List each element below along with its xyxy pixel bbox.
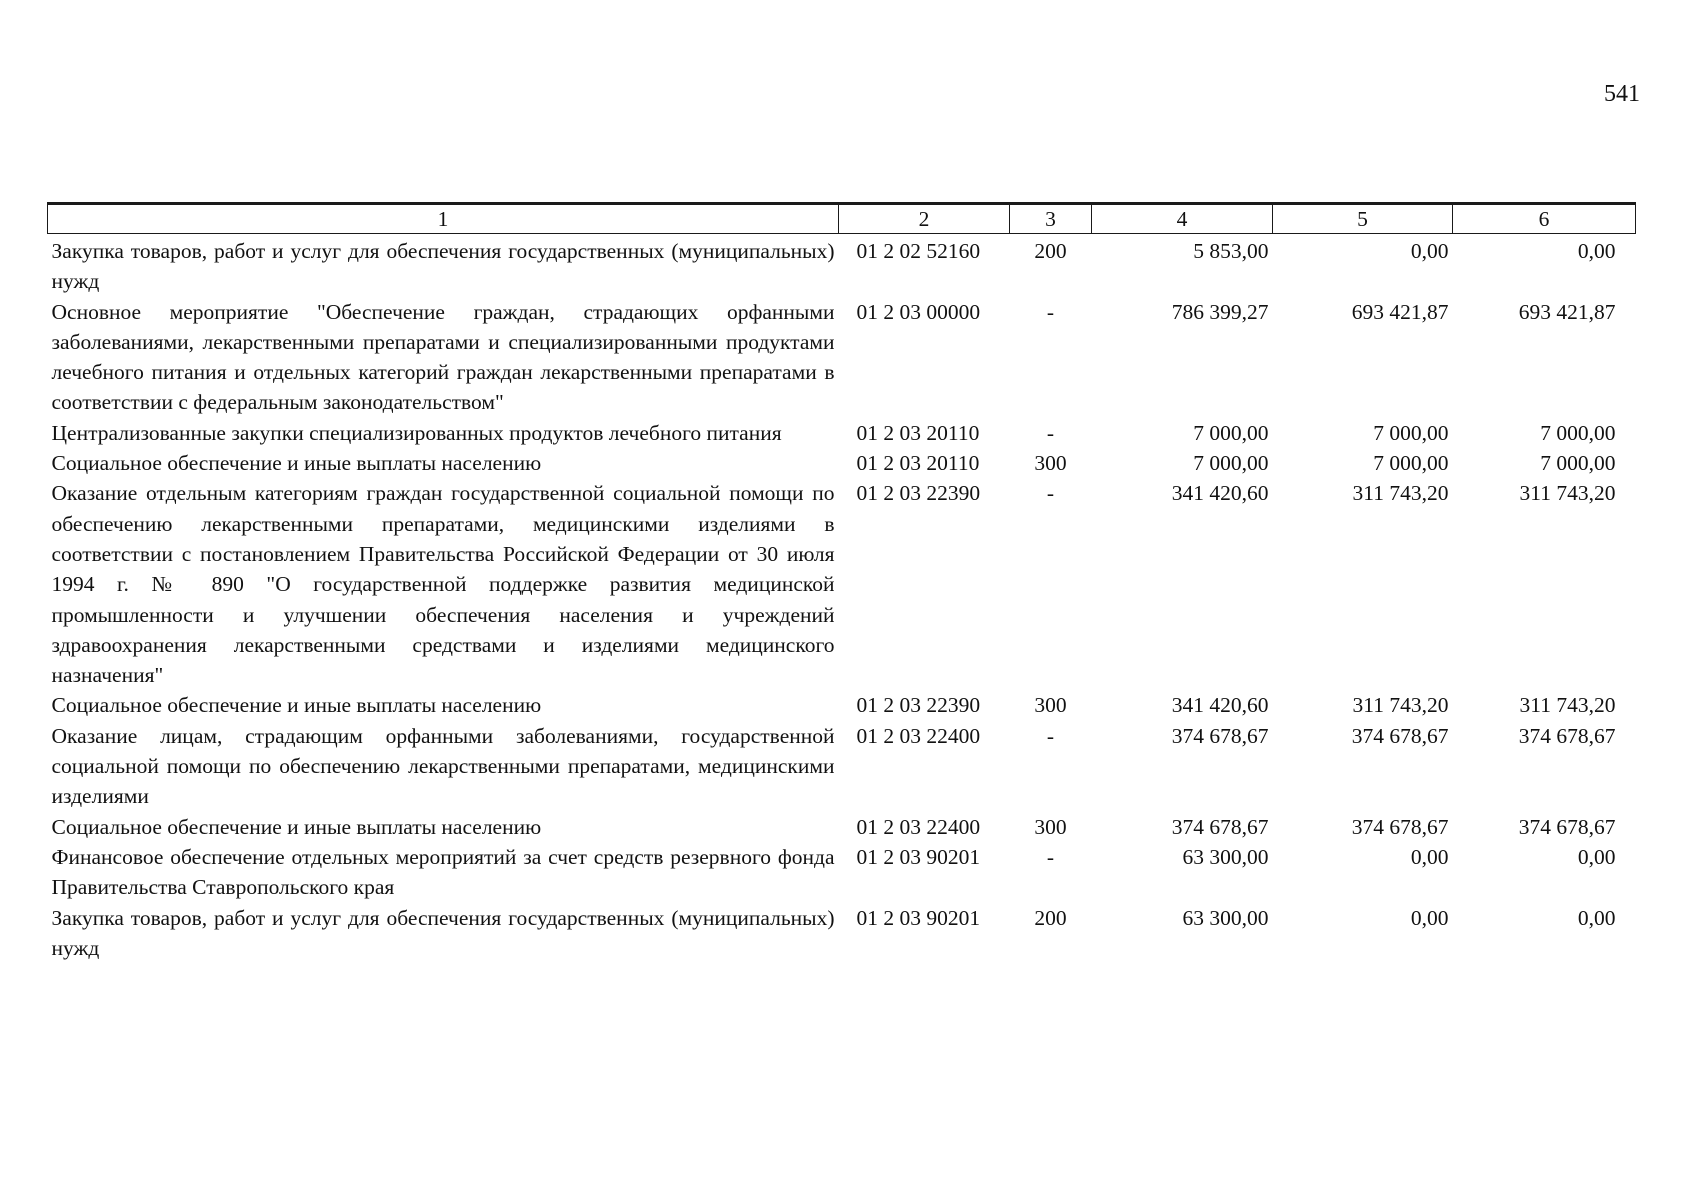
row-name: Закупка товаров, работ и услуг для обеспечения государственных (муниципальных) нужд [51,905,835,960]
row-expense-type: 300 [1034,814,1067,839]
row-name: Основное мероприятие "Обеспечение граждан, страдающих орфанными заболеваниями, лекарственными препаратами и специализированными продуктами лечебного питания и отдельных категорий граждан лекарственными препаратами в соответствии с федеральным законодательством" [51,299,835,415]
table-row [48,690,1636,720]
row-value-col5: 311 743,20 [1352,693,1449,718]
row-name: Социальное обеспечение и иные выплаты населению [51,814,542,839]
table-row [48,448,1636,478]
row-expense-type: 300 [1034,693,1067,718]
row-code: 01 2 03 22390 [856,693,981,718]
row-code: 01 2 03 22400 [856,723,981,748]
column-header-4: 4 [1092,204,1273,234]
row-name: Централизованные закупки специализированных продуктов лечебного питания [51,420,782,445]
row-expense-type: - [1046,481,1055,506]
table-row [48,418,1636,448]
table-row [48,721,1636,812]
row-code: 01 2 03 20110 [856,420,980,445]
row-value-col5: 0,00 [1410,905,1449,930]
row-expense-type: 200 [1034,905,1067,930]
row-value-col4: 63 300,00 [1182,905,1269,930]
row-value-col5: 374 678,67 [1351,814,1449,839]
column-header-3: 3 [1010,204,1092,234]
row-value-col5: 7 000,00 [1373,420,1449,445]
row-expense-type: - [1046,420,1055,445]
table-row [48,903,1636,964]
row-code: 01 2 03 20110 [856,451,980,476]
row-value-col4: 5 853,00 [1193,239,1269,263]
row-value-col5: 7 000,00 [1373,451,1449,476]
table-row [48,236,1636,297]
row-code: 01 2 03 00000 [856,299,981,324]
row-value-col6: 0,00 [1577,905,1616,930]
row-expense-type: - [1046,844,1055,869]
row-value-col6: 374 678,67 [1518,723,1616,748]
row-value-col4: 7 000,00 [1193,420,1269,445]
row-value-col5: 0,00 [1410,844,1449,869]
table-header [48,204,1636,234]
table-row [48,297,1636,418]
row-expense-type: 200 [1034,239,1067,263]
row-name: Оказание отдельным категориям граждан государственной социальной помощи по обеспечению лекарственными препаратами, медицинскими изделиями в соответствии с постановлением Правительства Российской Федерации от 30 июля 1994 г. № 890 "О государственной поддержке развития медицинской промышленности и улучшении обеспечения населения и учреждений здравоохранения лекарственными средствами и изделиями медицинского назначения" [51,481,835,688]
row-name: Финансовое обеспечение отдельных мероприятий за счет средств резервного фонда Правительства Ставропольского края [51,844,835,900]
row-value-col4: 786 399,27 [1171,299,1269,324]
row-expense-type: - [1046,723,1055,748]
page-number: 541 [1604,81,1640,107]
row-code: 01 2 03 22390 [856,481,981,506]
row-name: Оказание лицам, страдающим орфанными заболеваниями, государственной социальной помощи по обеспечению лекарственными препаратами, медицинскими изделиями [51,723,835,809]
row-value-col5: 374 678,67 [1351,723,1449,748]
column-header-2: 2 [839,204,1010,234]
row-value-col4: 341 420,60 [1171,693,1269,718]
row-code: 01 2 03 22400 [856,814,981,839]
row-value-col4: 341 420,60 [1171,481,1269,506]
row-value-col4: 7 000,00 [1193,451,1269,476]
row-expense-type: 300 [1034,451,1067,476]
row-value-col6: 0,00 [1577,844,1616,869]
row-value-col4: 374 678,67 [1171,723,1269,748]
row-value-col6: 311 743,20 [1519,693,1616,718]
row-name: Социальное обеспечение и иные выплаты населению [51,451,542,476]
table-row [48,842,1636,903]
row-value-col6: 374 678,67 [1518,814,1616,839]
column-header-1: 1 [48,204,839,234]
row-value-col5: 693 421,87 [1351,299,1449,324]
row-name: Социальное обеспечение и иные выплаты населению [51,693,542,718]
row-value-col4: 63 300,00 [1182,844,1269,869]
column-header-6: 6 [1453,204,1636,234]
row-value-col6: 693 421,87 [1518,299,1616,324]
table-row [48,812,1636,842]
row-code: 01 2 02 52160 [856,239,981,263]
row-value-col5: 0,00 [1410,239,1449,263]
budget-table [47,202,1636,963]
row-expense-type: - [1046,299,1055,324]
row-value-col6: 7 000,00 [1540,420,1616,445]
table-row [48,478,1636,690]
row-value-col6: 311 743,20 [1519,481,1616,506]
row-value-col6: 7 000,00 [1540,451,1616,476]
column-header-5: 5 [1273,204,1453,234]
row-code: 01 2 03 90201 [856,844,981,869]
row-value-col6: 0,00 [1577,239,1616,263]
table-body [48,234,1636,964]
row-name: Закупка товаров, работ и услуг для обеспечения государственных (муниципальных) нужд [51,239,835,294]
row-value-col4: 374 678,67 [1171,814,1269,839]
row-value-col5: 311 743,20 [1352,481,1449,506]
row-code: 01 2 03 90201 [856,905,981,930]
